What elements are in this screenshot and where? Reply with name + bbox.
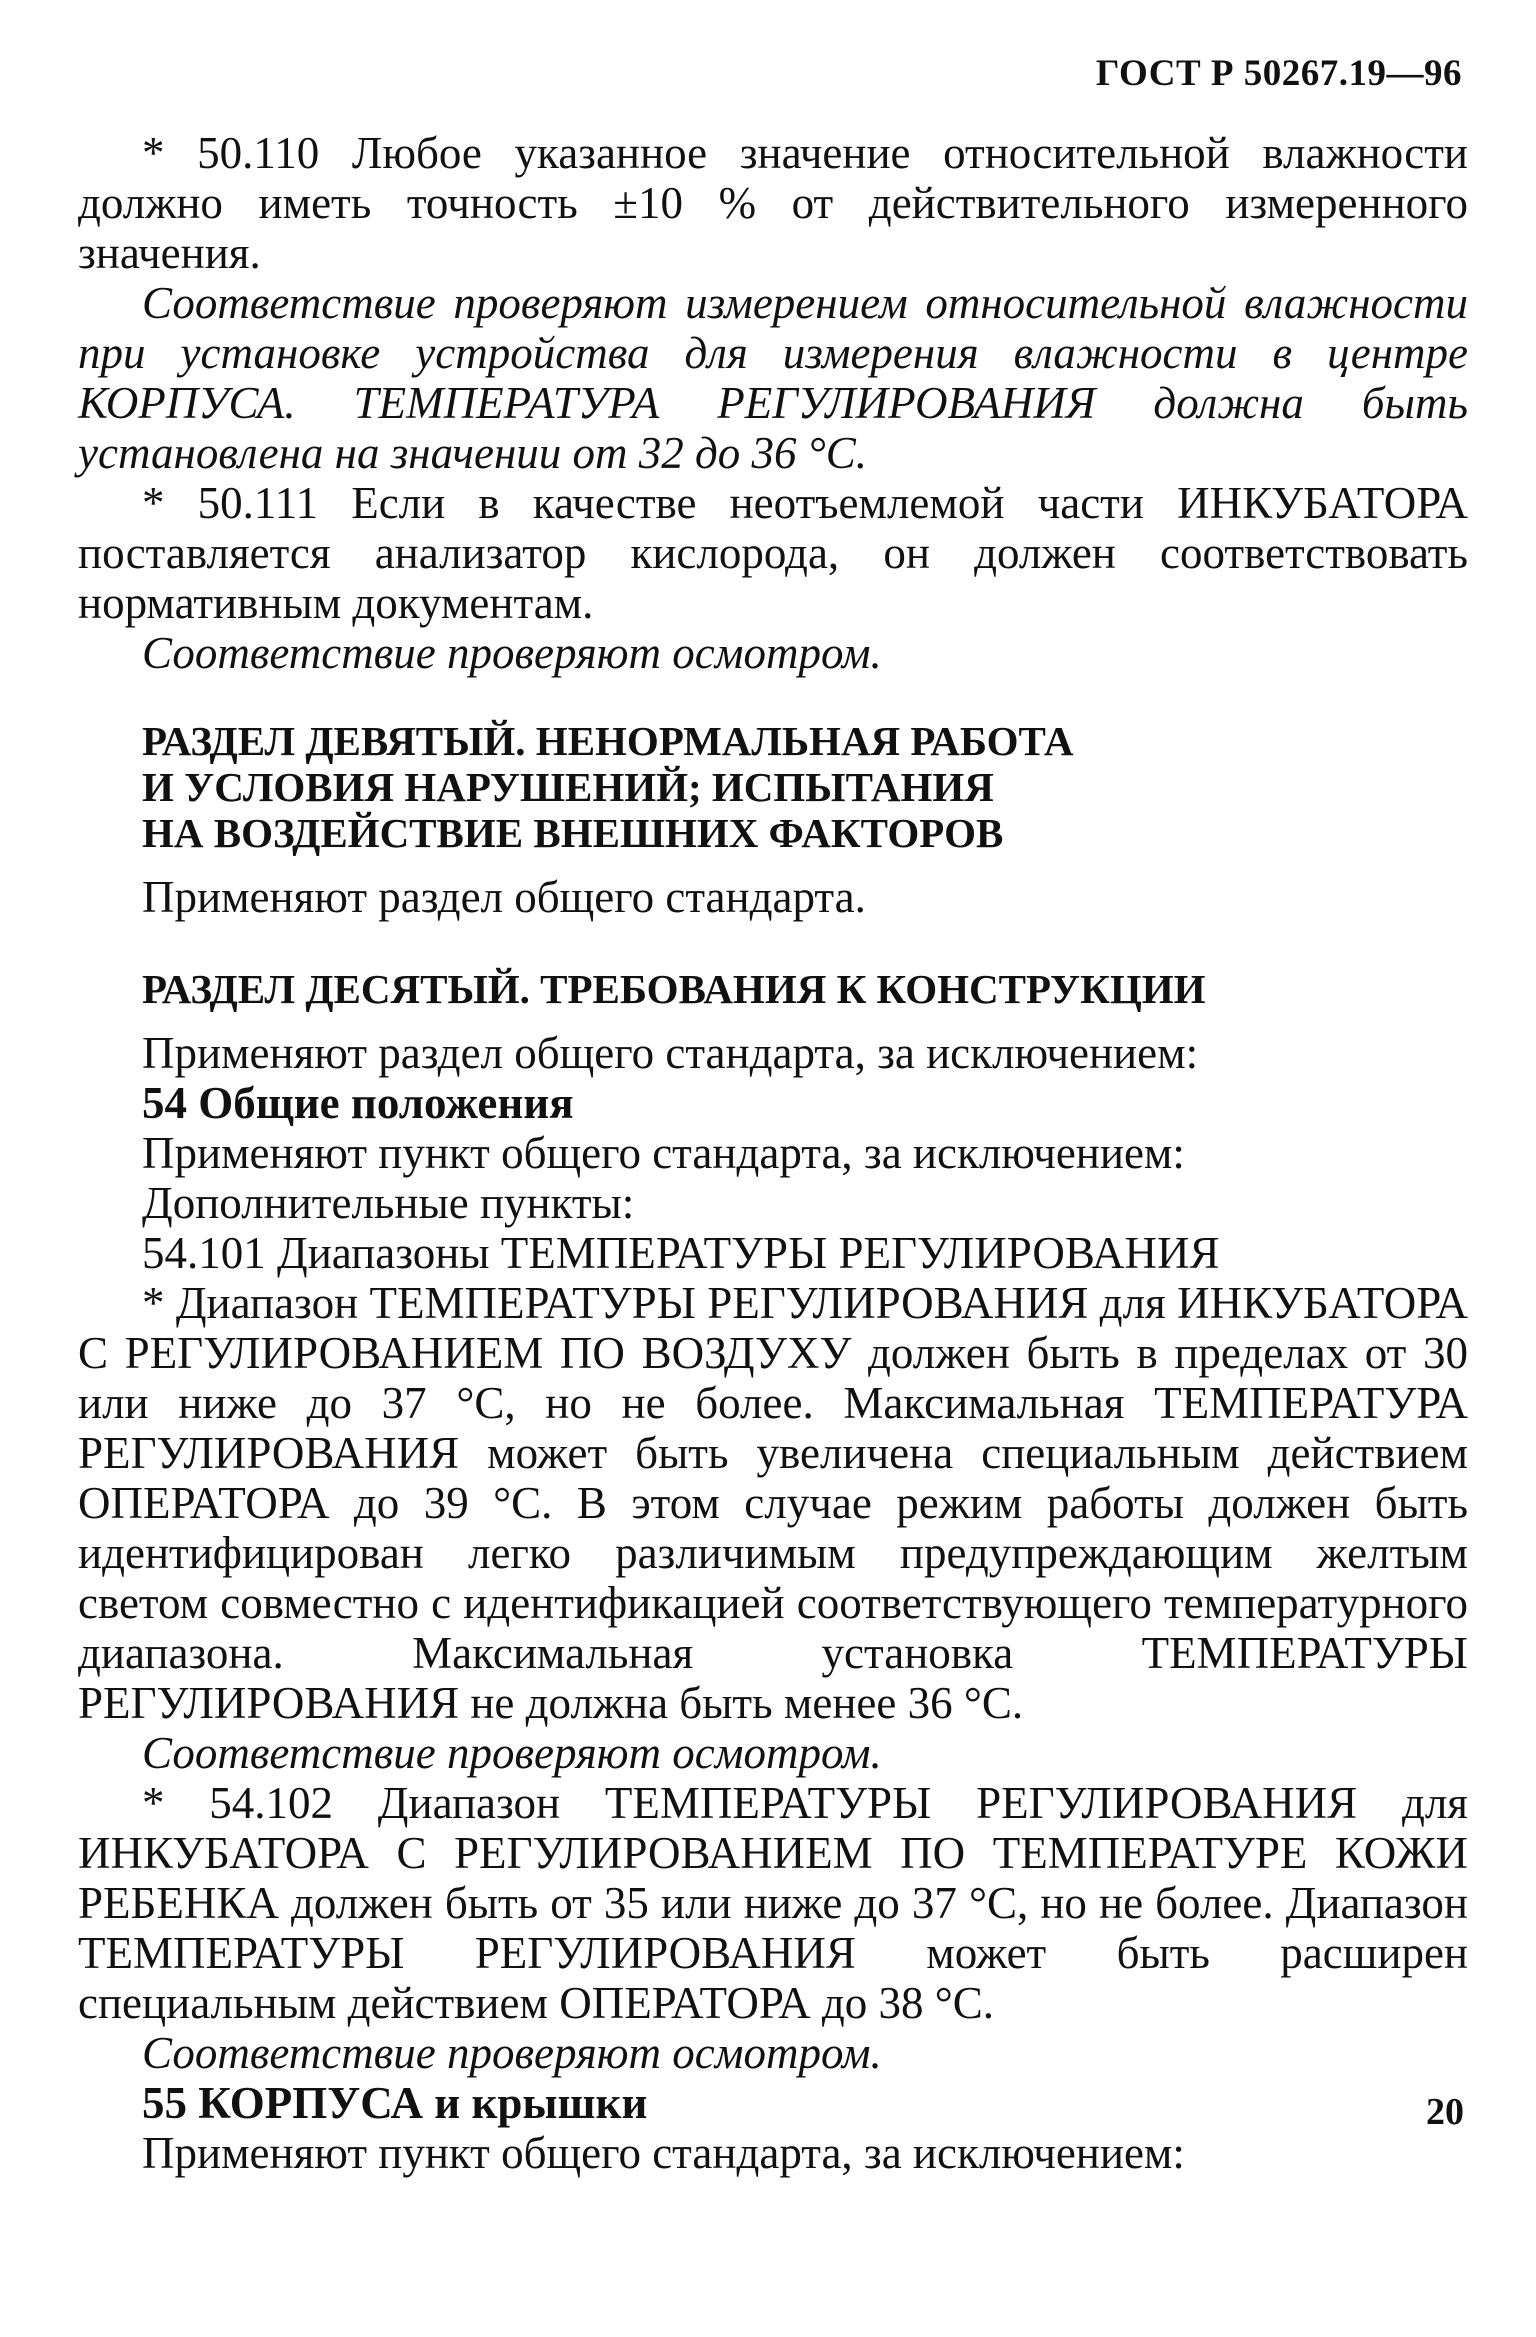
compliance-note-54-102: Соответствие проверяют осмотром. [142,2028,882,2078]
additional-clauses-label: Дополнительные пункты: [142,1178,635,1228]
compliance-note-50-110: Соответствие проверяют измерением относительной влажности при установке устройства для измерения влажности в центре КОРПУСА. ТЕМПЕРАТУРА РЕГУЛИРОВАНИЯ должна быть установлена на значении от 32 до 36 °С. [78,278,1468,478]
section-9-heading [78,718,1468,856]
clause-55-text: Применяют пункт общего стандарта, за исключением: [142,2128,1185,2178]
page-number: 20 [1426,2091,1464,2133]
clause-54-heading: 54 Общие положения [142,1078,574,1128]
clause-55-heading: 55 КОРПУСА и крышки [142,2078,648,2128]
compliance-note-54-101: Соответствие проверяют осмотром. [142,1728,882,1778]
section-10-text: Применяют раздел общего стандарта, за исключением: [142,1028,1199,1078]
clause-50-110: * 50.110 Любое указанное значение относительной влажности должно иметь точность ±10 % от действительного измеренного значения. [78,128,1468,278]
section-9-heading-line-1: РАЗДЕЛ ДЕВЯТЫЙ. НЕНОРМАЛЬНАЯ РАБОТА [142,718,1074,764]
clause-50-111: * 50.111 Если в качестве неотъемлемой части ИНКУБАТОРА поставляется анализатор кислорода, он должен соответствовать нормативным документам. [78,478,1468,628]
clause-54-text: Применяют пункт общего стандарта, за исключением: [142,1128,1185,1178]
section-9-text: Применяют раздел общего стандарта. [142,872,866,922]
document-body [78,128,1468,2178]
clause-54-101-title: 54.101 Диапазоны ТЕМПЕРАТУРЫ РЕГУЛИРОВАНИЯ [142,1228,1220,1278]
clause-54-102-text: * 54.102 Диапазон ТЕМПЕРАТУРЫ РЕГУЛИРОВАНИЯ для ИНКУБАТОРА С РЕГУЛИРОВАНИЕМ ПО ТЕМПЕРАТУРЕ КОЖИ РЕБЕНКА должен быть от 35 или ниже до 37 °С, но не более. Диапазон ТЕМПЕРАТУРЫ РЕГУЛИРОВАНИЯ может быть расширен специальным действием ОПЕРАТОРА до 38 °С. [78,1778,1468,2028]
document-header: ГОСТ Р 50267.19—96 [1095,53,1462,94]
section-10-heading: РАЗДЕЛ ДЕСЯТЫЙ. ТРЕБОВАНИЯ К КОНСТРУКЦИИ [142,966,1206,1012]
section-9-heading-line-3: НА ВОЗДЕЙСТВИЕ ВНЕШНИХ ФАКТОРОВ [142,810,1004,856]
compliance-note-50-111: Соответствие проверяют осмотром. [142,628,882,678]
clause-54-101-text: * Диапазон ТЕМПЕРАТУРЫ РЕГУЛИРОВАНИЯ для ИНКУБАТОРА С РЕГУЛИРОВАНИЕМ ПО ВОЗДУХУ должен быть в пределах от 30 или ниже до 37 °С, но не более. Максимальная ТЕМПЕРАТУРА РЕГУЛИРОВАНИЯ может быть увеличена специальным действием ОПЕРАТОРА до 39 °С. В этом случае режим работы должен быть идентифицирован легко различимым предупреждающим желтым светом совместно с идентификацией соответствующего температурного диапазона. Максимальная установка ТЕМПЕРАТУРЫ РЕГУЛИРОВАНИЯ не должна быть менее 36 °С. [78,1278,1468,1728]
section-9-heading-line-2: И УСЛОВИЯ НАРУШЕНИЙ; ИСПЫТАНИЯ [142,764,994,810]
